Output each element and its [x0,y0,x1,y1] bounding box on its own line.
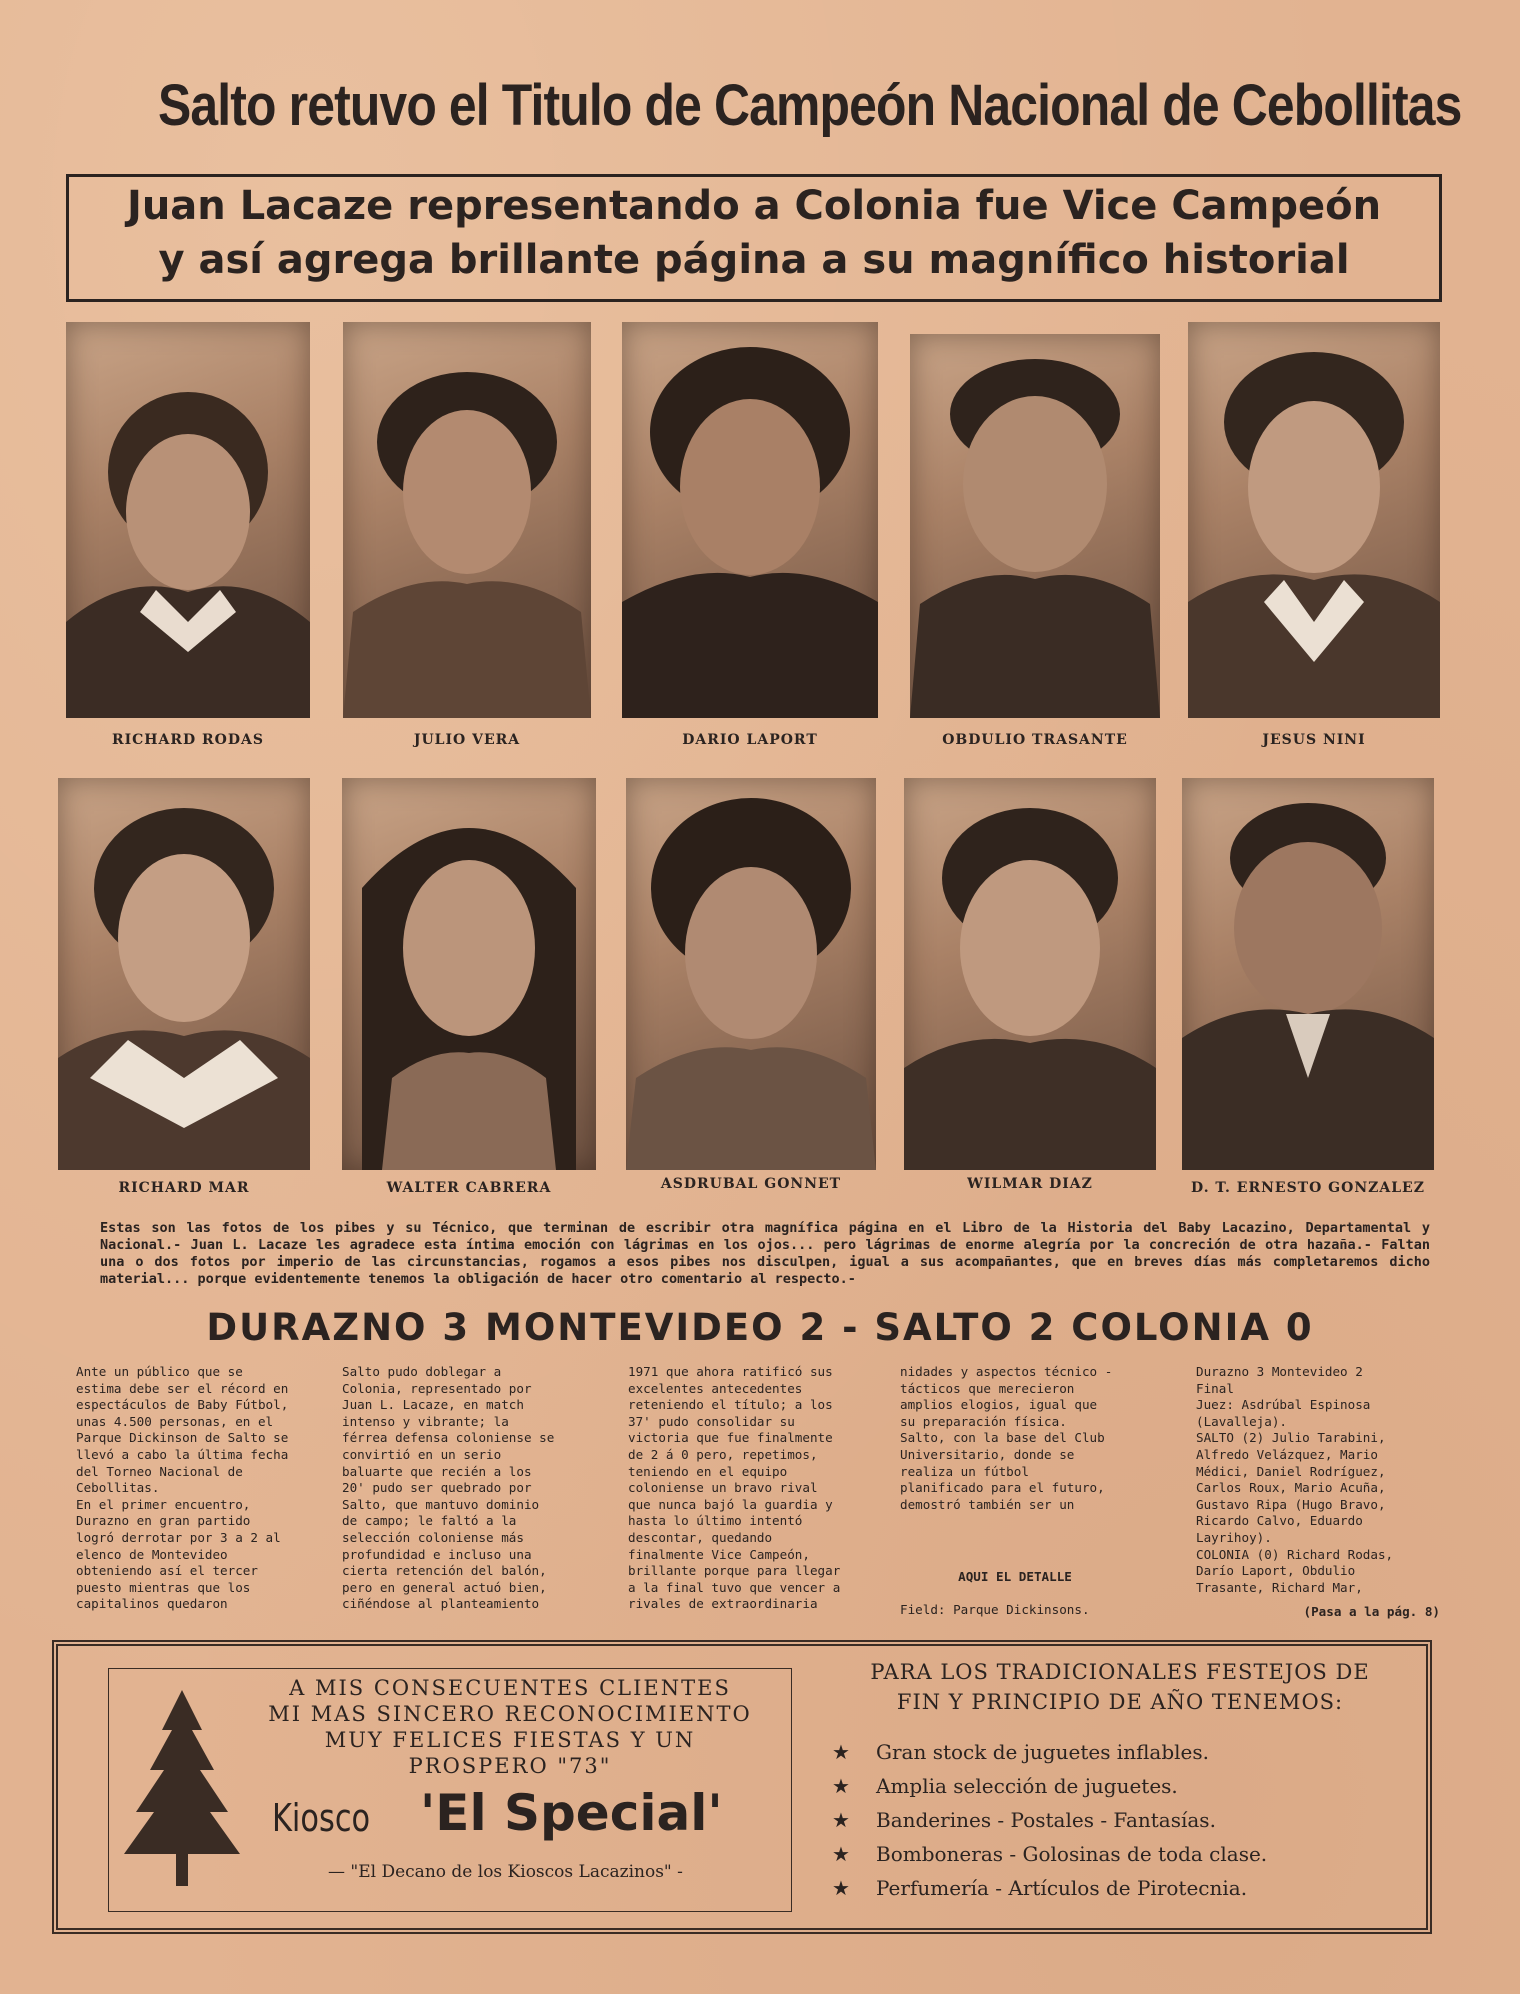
player-photo [58,778,310,1170]
player-photo [910,334,1160,718]
subheadline-box [66,174,1442,302]
portrait-image [1188,322,1440,718]
ad-kiosco-label: Kiosco [272,1796,371,1840]
player-caption: OBDULIO TRASANTE [942,732,1128,748]
portrait-image [343,322,591,718]
ad-line-3: MUY FELICES FIESTAS Y UN [324,1728,696,1752]
player-photo [1188,322,1440,718]
christmas-tree-icon [124,1690,240,1886]
player-caption: RICHARD MAR [118,1180,250,1196]
ad-list-item [832,1876,1247,1900]
star-icon: ★ [832,1842,850,1866]
ad-line-1: A MIS CONSECUENTES CLIENTES [289,1676,731,1700]
player-photo [343,322,591,718]
ad-list-item-text: Bomboneras - Golosinas de toda clase. [876,1842,1268,1866]
portrait-image [66,322,310,718]
player-photo [626,778,876,1170]
ad-list-item [832,1842,1267,1866]
portrait-image [904,778,1156,1170]
player-caption: JESUS NINI [1262,732,1366,748]
subheadline-line-1: Juan Lacaze representando a Colonia fue Vice Campeón [126,183,1382,229]
player-photo [342,778,596,1170]
portrait-image [910,334,1160,718]
portrait-image [626,778,876,1170]
article-column-3: 1971 que ahora ratificó sus excelentes antecedentes reteniendo el título; a los 37' pudo consolidar su victoria que fue finalmente de 2 á 0 pero, repetimos, teniendo en el equipo coloniense un bravo rival que nunca bajó la guardia y hasta lo último intentó descontar, quedando finalmente Vice Campeón, brillante porque para llegar a la final tuvo que vencer a rivales de extraordinaria [628,1364,841,1612]
match-detail [900,1552,1130,1620]
star-icon: ★ [832,1808,850,1832]
ad-list-item-text: Gran stock de juguetes inflables. [876,1740,1210,1764]
player-photo [904,778,1156,1170]
ad-tagline: — "El Decano de los Kioscos Lacazinos" - [328,1862,683,1882]
subheadline-line-2: y así agrega brillante página a su magnífico historial [158,237,1350,283]
article-column-1: Ante un público que se estima debe ser el récord en espectáculos de Baby Fútbol, unas 4.500 personas, en el Parque Dickinson de Salto se llevó a cabo la última fecha del Torneo Nacional de Cebollitas. En el primer encuentro, Durazno en gran partido logró derrotar por 3 a 2 al elenco de Montevideo obteniendo así el tercer puesto mientras que los capitalinos quedaron [76,1364,289,1612]
ad-right-heading-2: FIN Y PRINCIPIO DE AÑO TENEMOS: [896,1690,1344,1714]
ad-list-item [832,1774,1178,1798]
scoreline-heading: DURAZNO 3 MONTEVIDEO 2 - SALTO 2 COLONIA 0 [206,1306,1314,1349]
player-photo [66,322,310,718]
portrait-image [342,778,596,1170]
ad-list-item-text: Banderines - Postales - Fantasías. [876,1808,1216,1832]
article-column-2: Salto pudo doblegar a Colonia, representado por Juan L. Lacaze, en match intenso y vibrante; la férrea defensa coloniense se convirtió en un serio baluarte que recién a los 20' pudo ser quebrado por Salto, que mantuvo dominio de campo; le faltó a la selección coloniense más profundidad e incluso una cierta retención del balón, pero en general actuó bien, ciñéndose al planteamiento [342,1364,555,1612]
player-caption: D. T. ERNESTO GONZALEZ [1191,1180,1425,1196]
player-photo [1182,778,1434,1170]
continued-note: (Pasa a la pág. 8) [1303,1604,1440,1619]
ad-list-item-text: Perfumería - Artículos de Pirotecnia. [876,1876,1248,1900]
article-column-4: nidades y aspectos técnico - tácticos que merecieron amplios elogios, igual que su preparación física. Salto, con la base del Club Universitario, donde se realiza un fútbol planificado para el futuro, demostró también ser un [900,1364,1113,1512]
player-caption: WILMAR DIAZ [967,1176,1093,1192]
player-caption: JULIO VERA [413,732,521,748]
star-icon: ★ [832,1876,850,1900]
player-caption: WALTER CABRERA [386,1180,552,1196]
intro-paragraph: Estas son las fotos de los pibes y su Técnico, que terminan de escribir otra magnífica página en el Libro de la Historia del Baby Lacazino, Departamental y Nacional.- Juan L. Lacaze les agradece esta íntima emoción con lágrimas en los ojos... pero lágrimas de enorme alegría por la concreción de otra hazaña.- Faltan una o dos fotos por imperio de las circunstancias, rogamos a esos pibes nos disculpen, igual a sus acompañantes, que en breves días más completaremos dicho material... porque evidentemente tenemos la obligación de hacer otro comentario al respecto.- [100,1220,1430,1287]
detail-field: Field: Parque Dickinsons. [900,1601,1090,1617]
ad-line-4: PROSPERO "73" [408,1754,612,1778]
portrait-image [58,778,310,1170]
player-caption: RICHARD RODAS [111,732,264,748]
portrait-image [1182,778,1434,1170]
player-photo [622,322,878,718]
ad-line-2: MI MAS SINCERO RECONOCIMIENTO [268,1702,752,1726]
article-column-5: Durazno 3 Montevideo 2 Final Juez: Asdrúbal Espinosa (Lavalleja). SALTO (2) Julio Tarabini, Alfredo Velázquez, Mario Médici, Daniel Rodríguez, Carlos Roux, Mario Acuña, Gustavo Ripa (Hugo Bravo, Ricardo Calvo, Eduardo Layrihoy). COLONIA (0) Richard Rodas, Darío Laport, Obdulio Trasante, Richard Mar, [1196,1364,1394,1595]
portrait-image [622,322,878,718]
ad-shop-name: 'El Special' [420,1784,723,1842]
detail-heading: AQUI EL DETALLE [958,1568,1072,1584]
star-icon: ★ [832,1740,850,1764]
ad-list-item [832,1808,1216,1832]
player-caption: DARIO LAPORT [682,732,818,748]
ad-right-heading-1: PARA LOS TRADICIONALES FESTEJOS DE [870,1660,1370,1684]
ad-list-item [832,1740,1209,1764]
main-headline: Salto retuvo el Titulo de Campeón Nacional de Cebollitas [158,73,1462,138]
star-icon: ★ [832,1774,850,1798]
ad-list-item-text: Amplia selección de juguetes. [876,1774,1178,1798]
player-caption: ASDRUBAL GONNET [660,1176,842,1192]
